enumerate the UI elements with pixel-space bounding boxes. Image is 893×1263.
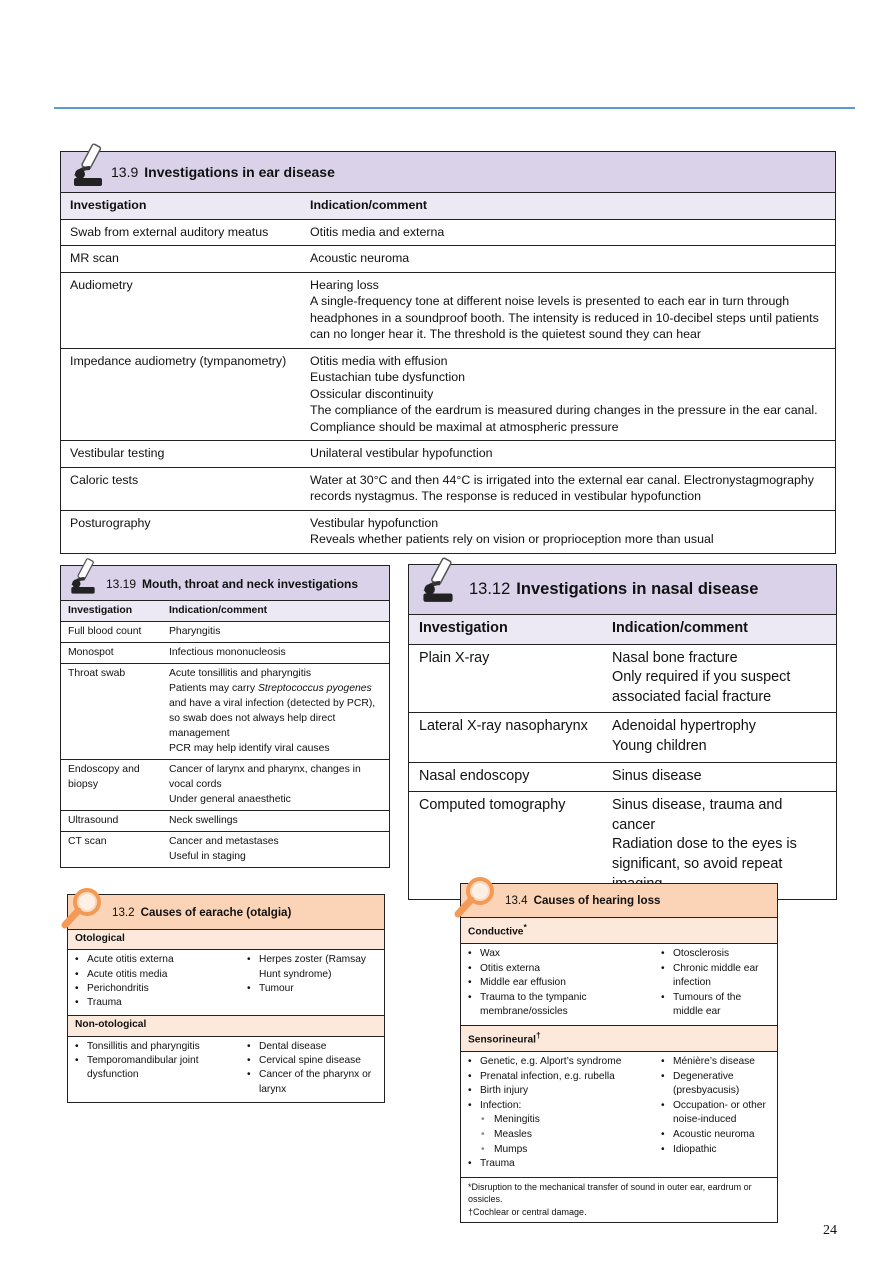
investigation-cell: Full blood count [61, 622, 162, 643]
comment-line: Radiation dose to the eyes is significant, so avoid repeat [612, 836, 797, 872]
comment-line: PCR may help identify viral causes [169, 743, 330, 754]
list-item: • Temporomandibular joint dysfunction [75, 1054, 247, 1083]
investigation-cell: CT scan [68, 836, 107, 847]
comment-line: Useful in staging [169, 851, 246, 862]
table-row [409, 762, 836, 792]
list-item: • Genetic, e.g. Alport’s syndrome [468, 1055, 661, 1070]
column-header-row [61, 193, 835, 219]
bullet-list [468, 947, 661, 1020]
list-item: • Birth injury [468, 1084, 661, 1099]
investigation-cell: Nasal endoscopy [409, 762, 602, 792]
section-heading [461, 1026, 777, 1052]
comment-line: Young children [612, 737, 707, 754]
comment-line: Infectious mononucleosis [169, 647, 286, 658]
list-item: • Tumours of the middle ear [661, 991, 770, 1020]
bullet-list [247, 1040, 377, 1097]
list-item: • Middle ear effusion [468, 976, 661, 991]
box-number: 13.4 [505, 894, 528, 907]
box-header [461, 884, 777, 918]
sub-list-item: • Mumps [468, 1143, 661, 1158]
column-header: Indication/comment [301, 193, 835, 219]
investigation-cell: Throat swab [61, 664, 162, 760]
comment-line: A single-frequency tone at different noise levels is presented to each ear in turn through headphones in a soundproof booth. The intensity is reduced in 10-decibel steps until patients can no longer hear it. The threshold is the quietest sound they can hear [310, 294, 819, 341]
table-row [61, 441, 835, 468]
list-item: • Wax [468, 947, 661, 962]
comment-cell [301, 441, 835, 468]
investigation-cell: Caloric tests [61, 467, 301, 510]
column-header: Investigation [409, 615, 602, 644]
comment-cell [301, 467, 835, 510]
comment-line: Water at 30°C and then 44°C is irrigated into the external ear canal. Electronystagmography records nystagmus. The response is reduced in vestibular hypofunction [310, 472, 814, 503]
comment-cell [602, 762, 836, 792]
table-title [106, 577, 358, 591]
comment-cell [602, 713, 836, 762]
investigation-cell: Vestibular testing [61, 441, 301, 468]
list-item: • Trauma [468, 1157, 661, 1172]
column-header: Indication/comment [162, 601, 389, 622]
investigation-cell: Monospot [61, 643, 162, 664]
section-heading: Non-otological [68, 1015, 384, 1036]
table-row [61, 510, 835, 553]
table-row [61, 272, 835, 348]
box-number: 13.2 [112, 906, 135, 919]
table-header [409, 565, 836, 615]
list-item: • Infection: [468, 1099, 661, 1114]
investigation-cell: Audiometry [61, 272, 301, 348]
comment-line: Neck swellings [169, 815, 238, 826]
footnote: *Disruption to the mechanical transfer of sound in outer ear, eardrum or ossicles. [468, 1181, 752, 1205]
comment-line: Ossicular discontinuity [310, 386, 434, 401]
list-item: • Trauma [75, 996, 247, 1010]
section-columns [68, 950, 384, 1015]
table-title [469, 580, 758, 599]
comment-line: Hearing loss [310, 277, 379, 292]
comment-cell [162, 811, 389, 832]
comment-line: Pharyngitis [169, 626, 221, 637]
column-header-row [61, 601, 389, 622]
investigation-cell: Plain X-ray [409, 644, 602, 713]
microscope-icon [419, 556, 457, 606]
bullet-list [75, 953, 247, 1010]
comment-line: Only required if you suspect associated facial fracture [612, 669, 791, 705]
magnifier-icon [60, 885, 106, 931]
investigation-cell: Ultrasound [61, 811, 162, 832]
table-number: 13.9 [111, 164, 139, 180]
table-row [61, 246, 835, 273]
list-item: • Ménière’s disease [661, 1055, 770, 1070]
table-header [61, 566, 389, 601]
table-row [61, 219, 835, 246]
bullet-list [468, 1055, 661, 1172]
comment-line: Cancer and metastases [169, 836, 279, 847]
table-row [61, 832, 389, 868]
comment-cell [602, 644, 836, 713]
column-header: Indication/comment [602, 615, 836, 644]
table-row [61, 760, 389, 811]
microscope-icon [68, 557, 98, 597]
comment-cell [162, 760, 389, 811]
box-title-text: Causes of hearing loss [533, 894, 661, 907]
microscope-icon [70, 142, 106, 190]
investigation-cell: Endoscopy and biopsy [61, 760, 162, 811]
table-row [61, 348, 835, 441]
list-item: • Cancer of the pharynx or larynx [247, 1068, 377, 1097]
bullet-list [661, 1055, 770, 1172]
comment-line: Otitis media and externa [310, 224, 445, 239]
list-item: • Otosclerosis [661, 947, 770, 962]
list-item: • Tumour [247, 982, 377, 996]
footnote-mark: * [523, 922, 527, 932]
bullet-list [75, 1040, 247, 1097]
box-header [68, 895, 384, 930]
comment-cell [301, 246, 835, 273]
comment-line: Unilateral vestibular hypofunction [310, 446, 493, 460]
page-number: 24 [823, 1223, 837, 1238]
comment-cell [301, 348, 835, 441]
table-title-text: Mouth, throat and neck investigations [142, 577, 359, 591]
section-heading: Otological [68, 930, 384, 950]
investigation-cell: Lateral X-ray nasopharynx [409, 713, 602, 762]
sub-list-item: • Measles [468, 1128, 661, 1143]
comment-line: Patients may carry Streptococcus pyogenes and have a viral infection (detected by PCR), so swab does not always help direct management [169, 683, 376, 739]
list-item: • Otitis externa [468, 962, 661, 977]
investigation-cell: Computed tomography [419, 797, 566, 814]
section-heading-text: Conductive [468, 926, 524, 938]
list-item: • Acute otitis externa [75, 953, 247, 967]
section-heading [461, 918, 777, 944]
investigation-cell: Impedance audiometry (tympanometry) [61, 348, 301, 441]
list-item: • Herpes zoster (Ramsay Hunt syndrome) [247, 953, 377, 982]
comment-cell [162, 643, 389, 664]
list-item: • Dental disease [247, 1040, 377, 1054]
comment-line: Otitis media with effusion [310, 353, 448, 368]
bullet-list [661, 947, 770, 1020]
ear-investigations-table [60, 151, 836, 554]
investigation-cell: Swab from external auditory meatus [61, 219, 301, 246]
table-row [61, 811, 389, 832]
comment-line: Under general anaesthetic [169, 794, 291, 805]
comment-line: Adenoidal hypertrophy [612, 718, 757, 735]
list-item: • Chronic middle ear infection [661, 962, 770, 991]
comment-line: Sinus disease [612, 767, 702, 784]
section-columns [461, 1052, 777, 1178]
table-row [61, 643, 389, 664]
table-title-text: Investigations in nasal disease [516, 580, 759, 598]
column-header: Investigation [61, 601, 162, 622]
comment-cell [162, 832, 389, 868]
table-header [61, 152, 835, 193]
comment-cell [301, 272, 835, 348]
comment-line: Eustachian tube dysfunction [310, 370, 465, 384]
table-title [111, 164, 335, 180]
comment-line: Nasal bone fracture [612, 649, 738, 666]
section-columns [461, 944, 777, 1026]
column-header: Investigation [61, 193, 301, 219]
list-item: • Idiopathic [661, 1143, 770, 1158]
top-rule [54, 107, 855, 109]
list-item: • Acute otitis media [75, 968, 247, 982]
hearing-loss-causes-box [460, 883, 778, 1223]
table-row [61, 664, 389, 760]
comment-cell [162, 622, 389, 643]
comment-line: Reveals whether patients rely on vision or proprioception more than usual [310, 532, 714, 546]
comment-line: Acute tonsillitis and pharyngitis [169, 668, 312, 679]
comment-line: Vestibular hypofunction [310, 515, 439, 530]
box-title [112, 906, 291, 920]
table-number: 13.19 [106, 577, 137, 591]
comment-line: Acoustic neuroma [310, 251, 410, 265]
section-columns [68, 1037, 384, 1102]
table-row [409, 644, 836, 713]
list-item: • Trauma to the tympanic membrane/ossicles [468, 991, 661, 1020]
comment-line: Cancer of larynx and pharynx, changes in vocal cords [169, 764, 361, 790]
mouth-throat-neck-table [60, 565, 390, 868]
section-heading-text: Sensorineural [468, 1034, 536, 1046]
table-title-text: Investigations in ear disease [144, 164, 335, 180]
list-item: • Tonsillitis and pharyngitis [75, 1040, 247, 1054]
list-item: • Cervical spine disease [247, 1054, 377, 1068]
table-row [61, 467, 835, 510]
comment-cell [162, 664, 389, 760]
table-row [409, 713, 836, 762]
comment-cell [301, 510, 835, 553]
nasal-investigations-table [408, 564, 837, 900]
footnote: †Cochlear or central damage. [468, 1206, 587, 1217]
footnote-mark: † [535, 1029, 541, 1040]
bullet-list [247, 953, 377, 1010]
list-item: • Degenerative (presbyacusis) [661, 1070, 770, 1099]
magnifier-icon [453, 874, 499, 920]
organism-name: Streptococcus pyogenes [257, 683, 372, 694]
comment-cell [301, 219, 835, 246]
list-item: • Perichondritis [75, 982, 247, 996]
earache-causes-box [67, 894, 385, 1103]
sub-list-item: • Meningitis [468, 1113, 661, 1128]
list-item: • Prenatal infection, e.g. rubella [468, 1070, 661, 1085]
comment-line: The compliance of the eardrum is measured during changes in the pressure in the ear canal. Compliance should be maximal at atmospheric pressure [310, 403, 818, 434]
footnotes [461, 1178, 777, 1223]
investigation-cell: Posturography [70, 515, 151, 530]
table-row [61, 622, 389, 643]
box-title-text: Causes of earache (otalgia) [140, 906, 292, 919]
list-item: • Occupation- or other noise-induced [661, 1099, 770, 1128]
investigation-cell: MR scan [61, 246, 301, 273]
comment-line: Sinus disease, trauma and cancer [612, 797, 783, 833]
box-title [505, 894, 661, 909]
list-item: • Acoustic neuroma [661, 1128, 770, 1143]
table-number: 13.12 [469, 580, 511, 598]
column-header-row [409, 615, 836, 644]
